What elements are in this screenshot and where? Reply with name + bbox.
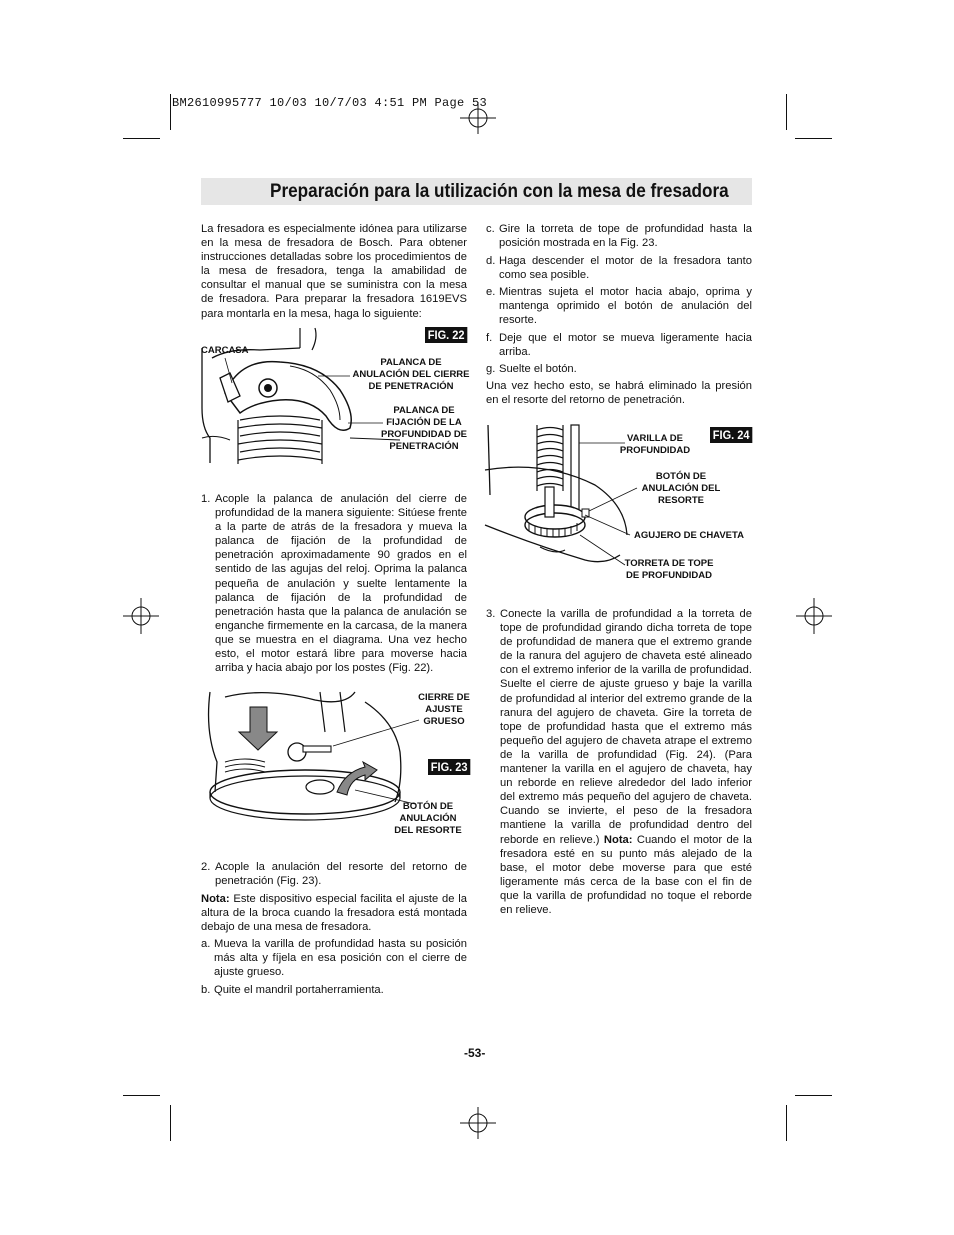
nota-label: Nota: (201, 893, 230, 905)
substep-e-marker: e. (486, 286, 496, 298)
substep-f (486, 331, 752, 359)
substep-c (486, 222, 752, 250)
page-number: -53- (464, 1046, 486, 1060)
step-3 (486, 607, 752, 917)
after-paragraph: Una vez hecho esto, se habrá eliminado la presión en el resorte del retorno de penetración. (486, 380, 752, 407)
substep-g (486, 362, 752, 376)
nota-text: Este dispositivo especial facilita el ajuste de la altura de la broca cuando la fresadora está montada debajo de una mesa de fresadora. (201, 893, 467, 934)
substep-b (201, 983, 467, 997)
substep-a (201, 937, 467, 979)
intro-paragraph: La fresadora es especialmente idónea para utilizarse en la mesa de fresadora de Bosch. Para obtener instrucciones detalladas sobre los procedimientos de la mesa de fresadora, tenga la amabilidad de consultar el manual que se suministra con la mesa de fresadora. Para preparar la fresadora 1619EVS para montarla en la mesa, haga lo siguiente: (201, 223, 467, 320)
title-bar (201, 178, 752, 205)
substep-a-marker: a. (201, 938, 211, 950)
substep-f-marker: f. (486, 332, 493, 344)
slug-line: BM2610995777 10/03 10/7/03 4:51 PM Page 53 (172, 96, 488, 110)
step-2-number: 2. (201, 861, 211, 873)
fig-24-callout-agujero: AGUJERO DE CHAVETA (634, 530, 744, 541)
page-title: Preparación para la utilización con la mesa de fresadora (270, 180, 729, 202)
substep-d (486, 254, 752, 282)
step-3-text-b: Cuando el motor de la fresadora esté en su punto más alejado de la base, el motor debe moverse para que esté ligeramente más cerca de la base con el fin de que la varilla de profundidad no toque el reborde en relieve. (500, 833, 752, 916)
substep-e-text: Mientras sujeta el motor hacia abajo, oprima y mantenga oprimido el botón de anulación del resorte. (499, 286, 752, 327)
step-1 (201, 492, 467, 675)
step-3-number: 3. (486, 608, 496, 620)
substep-f-text: Deje que el motor se mueva ligeramente hacia arriba. (499, 332, 752, 359)
substep-b-text: Quite el mandril portaherramienta. (214, 984, 384, 996)
registration-mark-bottom (460, 1105, 496, 1141)
substep-g-marker: g. (486, 363, 496, 375)
fig-24-callout-torreta: TORRETA DE TOPE DE PROFUNDIDAD (624, 558, 714, 581)
step-2 (201, 860, 467, 888)
registration-mark-top (460, 100, 496, 136)
fig-22-label: FIG. 22 (425, 327, 467, 343)
step-2-text: Acople la anulación del resorte del retorno de penetración (Fig. 23). (215, 861, 467, 888)
fig-23-drawing (205, 692, 405, 842)
substep-c-text: Gire la torreta de tope de profundidad hasta la posición mostrada en la Fig. 23. (499, 223, 752, 250)
fig-22-callout-palanca-fijacion: PALANCA DE FIJACIÓN DE LA PROFUNDIDAD DE PENETRACIÓN (380, 405, 468, 452)
step-1-number: 1. (201, 493, 211, 505)
step-3-text (500, 607, 752, 917)
step-3-nota-label: Nota: (603, 833, 633, 846)
fig-22-callout-carcasa: CARCASA (201, 345, 249, 356)
substep-b-marker: b. (201, 984, 211, 996)
substep-d-marker: d. (486, 255, 496, 267)
fig-24-callout-varilla: VARILLA DE PROFUNDIDAD (619, 433, 691, 456)
fig-24-label: FIG. 24 (710, 427, 752, 443)
substep-c-marker: c. (486, 223, 495, 235)
fig-24-callout-boton: BOTÓN DE ANULACIÓN DEL RESORTE (641, 471, 721, 506)
step-3-text-a: Conecte la varilla de profundidad a la torreta de tope de profundidad girando dicha torreta de tope de profundidad de manera que el extremo grande de la ranura del agujero de chaveta esté alineado con el extremo inferior de la varilla de profundidad. Suelte el cierre de ajuste grueso y baje la varilla de profundidad al interior del extremo grande de la ranura del agujero de chaveta. Gire la torreta de tope de profundidad hasta que el extremo más pequeño del agujero de chaveta atrape el extremo de la varilla de profundidad (Fig. 24). (Para mantener la varilla en el agujero de chaveta, hay un reborde en relieve alrededor del lado inferior del extremo más pequeño del agujero de chaveta. Cuando se invierte, el peso de la fresadora mantiene la varilla de profundidad dentro del reborde en relieve.) (500, 608, 752, 846)
registration-mark-right (796, 598, 832, 634)
substep-e (486, 285, 752, 327)
fig-23-callout-boton: BOTÓN DE ANULACIÓN DEL RESORTE (394, 801, 462, 836)
substep-a-text: Mueva la varilla de profundidad hasta su posición más alta y fíjela en esa posición con el cierre de ajuste grueso. (214, 938, 467, 979)
fig-23-callout-cierre: CIERRE DE AJUSTE GRUESO (418, 692, 470, 727)
fig-23-label: FIG. 23 (428, 759, 470, 775)
fig-22-callout-palanca-anulacion: PALANCA DE ANULACIÓN DEL CIERRE DE PENETRACIÓN (352, 357, 470, 392)
fig-24-drawing (485, 425, 630, 575)
nota-paragraph (201, 892, 467, 934)
step-1-text: Acople la palanca de anulación del cierre de profundidad de la manera siguiente: Sitúese frente a la parte de atrás de la fresadora y mueva la palanca de fijación de la profundidad de penetración aproximadamente 90 grados en el sentido de las agujas del reloj. Oprima la palanca pequeña de anulación y suelte lentamente la palanca de fijación de la profundidad de penetración hasta que la palanca de anulación se enganche firmemente en la carcasa, de la manera que se muestra en el diagrama. Una vez hecho esto, el motor estará libre para moverse hacia arriba y hacia abajo por los postes (Fig. 22). (215, 493, 467, 675)
substep-d-text: Haga descender el motor de la fresadora tanto como sea posible. (499, 255, 752, 282)
substep-g-text: Suelte el botón. (499, 363, 577, 375)
registration-mark-left (123, 598, 159, 634)
